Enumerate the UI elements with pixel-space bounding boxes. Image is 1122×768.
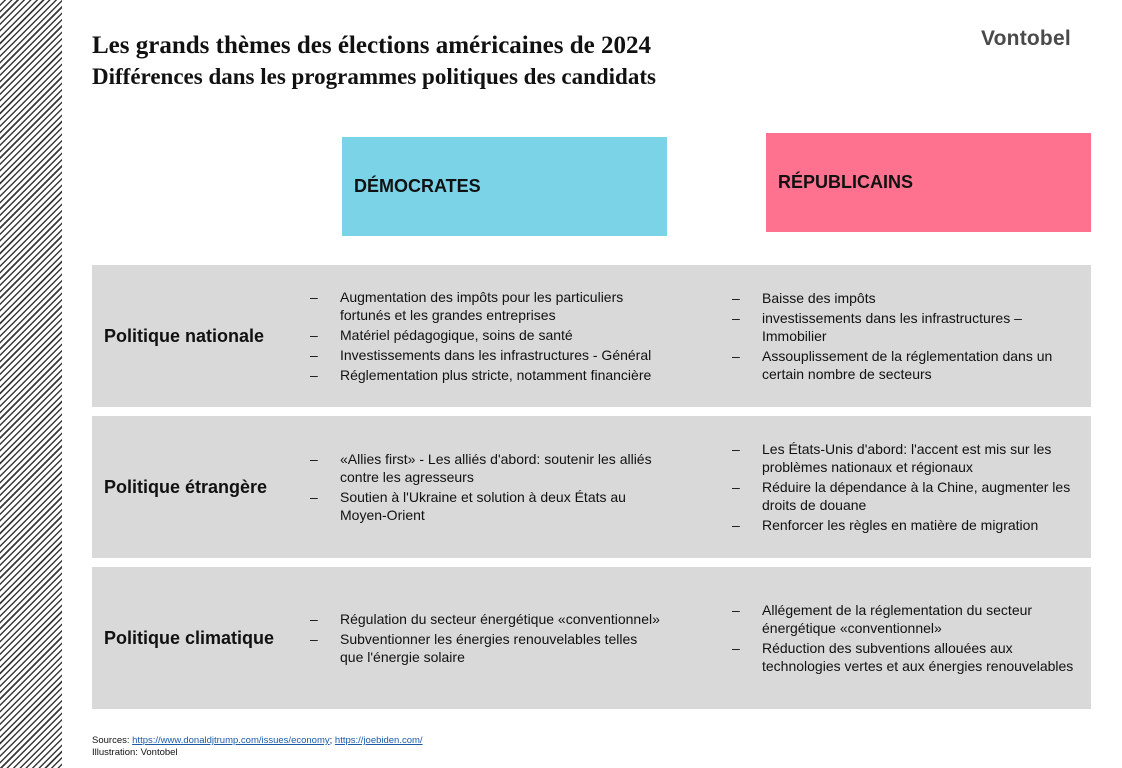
hatched-side-border [0,0,62,768]
vontobel-logo: Vontobel [981,27,1071,50]
list-item: – Réduire la dépendance à la Chine, augmenter les droits de douane [732,479,1071,513]
list-item: – Investissements dans les infrastructures - Général [310,347,652,363]
list-item: – Assouplissement de la réglementation dans un certain nombre de secteurs [732,348,1053,382]
list-item: – Augmentation des impôts pour les particuliers fortunés et les grandes entreprises [310,289,624,323]
republicans-positions [730,416,1075,558]
democrats-header [342,137,667,236]
democrats-positions [308,416,663,558]
list-item: – «Allies first» - Les alliés d'abord: soutenir les alliés contre les agresseurs [310,451,652,485]
page-title: Les grands thèmes des élections américaines de 2024 [92,32,651,59]
bullet-dash: – [732,441,740,457]
democrats-positions [308,265,663,407]
list-item: – Baisse des impôts [732,290,876,306]
republicans-positions [730,567,1075,709]
sources-label: Sources: [92,735,130,746]
bullet-dash: – [732,479,740,495]
row-label: Politique étrangère [104,476,268,497]
trump-source-link[interactable]: https://www.donaldjtrump.com/issues/economy [132,735,330,746]
row-politique-nationale [92,265,1091,407]
row-label: Politique climatique [104,627,275,648]
sources-separator: ; [329,735,333,746]
biden-source-link[interactable]: https://joebiden.com/ [334,735,423,746]
bullet-dash: – [310,347,318,363]
list-item: – Subventionner les énergies renouvelables telles que l'énergie solaire [310,631,638,665]
bullet-dash: – [732,517,740,533]
bullet-dash: – [310,289,318,305]
row-label: Politique nationale [104,325,265,346]
row-politique-climatique [92,567,1091,709]
page-subtitle: Différences dans les programmes politiques des candidats [92,64,656,89]
bullet-dash: – [310,367,318,383]
democrats-label: DÉMOCRATES [354,176,481,196]
list-item: – Régulation du secteur énergétique «conventionnel» [310,611,660,627]
republicans-label: RÉPUBLICAINS [778,172,914,192]
list-item: – Renforcer les règles en matière de migration [732,517,1039,533]
list-item: – investissements dans les infrastructures – Immobilier [732,310,1022,344]
list-item: – Les États-Unis d'abord: l'accent est mis sur les problèmes nationaux et régionaux [732,441,1052,475]
bullet-dash: – [732,290,740,306]
bullet-dash: – [732,602,740,618]
bullet-dash: – [310,611,318,627]
bullet-dash: – [310,631,318,647]
democrats-positions [308,567,663,709]
republicans-positions [730,265,1075,407]
bullet-dash: – [310,451,318,467]
list-item: – Soutien à l'Ukraine et solution à deux États au Moyen-Orient [310,489,626,523]
list-item: – Allégement de la réglementation du secteur énergétique «conventionnel» [732,602,1033,636]
republicans-header [766,133,1091,232]
illustration-credit: Illustration: Vontobel [92,747,178,758]
bullet-dash: – [732,640,740,656]
bullet-dash: – [732,310,740,326]
bullet-dash: – [732,348,740,364]
bullet-dash: – [310,489,318,505]
sources-footer [92,735,423,759]
row-politique-etrangere [92,416,1091,558]
list-item: – Matériel pédagogique, soins de santé [310,327,573,343]
list-item: – Réduction des subventions allouées aux technologies vertes et aux énergies renouvelables [732,640,1074,674]
list-item: – Réglementation plus stricte, notamment financière [310,367,652,383]
bullet-dash: – [310,327,318,343]
